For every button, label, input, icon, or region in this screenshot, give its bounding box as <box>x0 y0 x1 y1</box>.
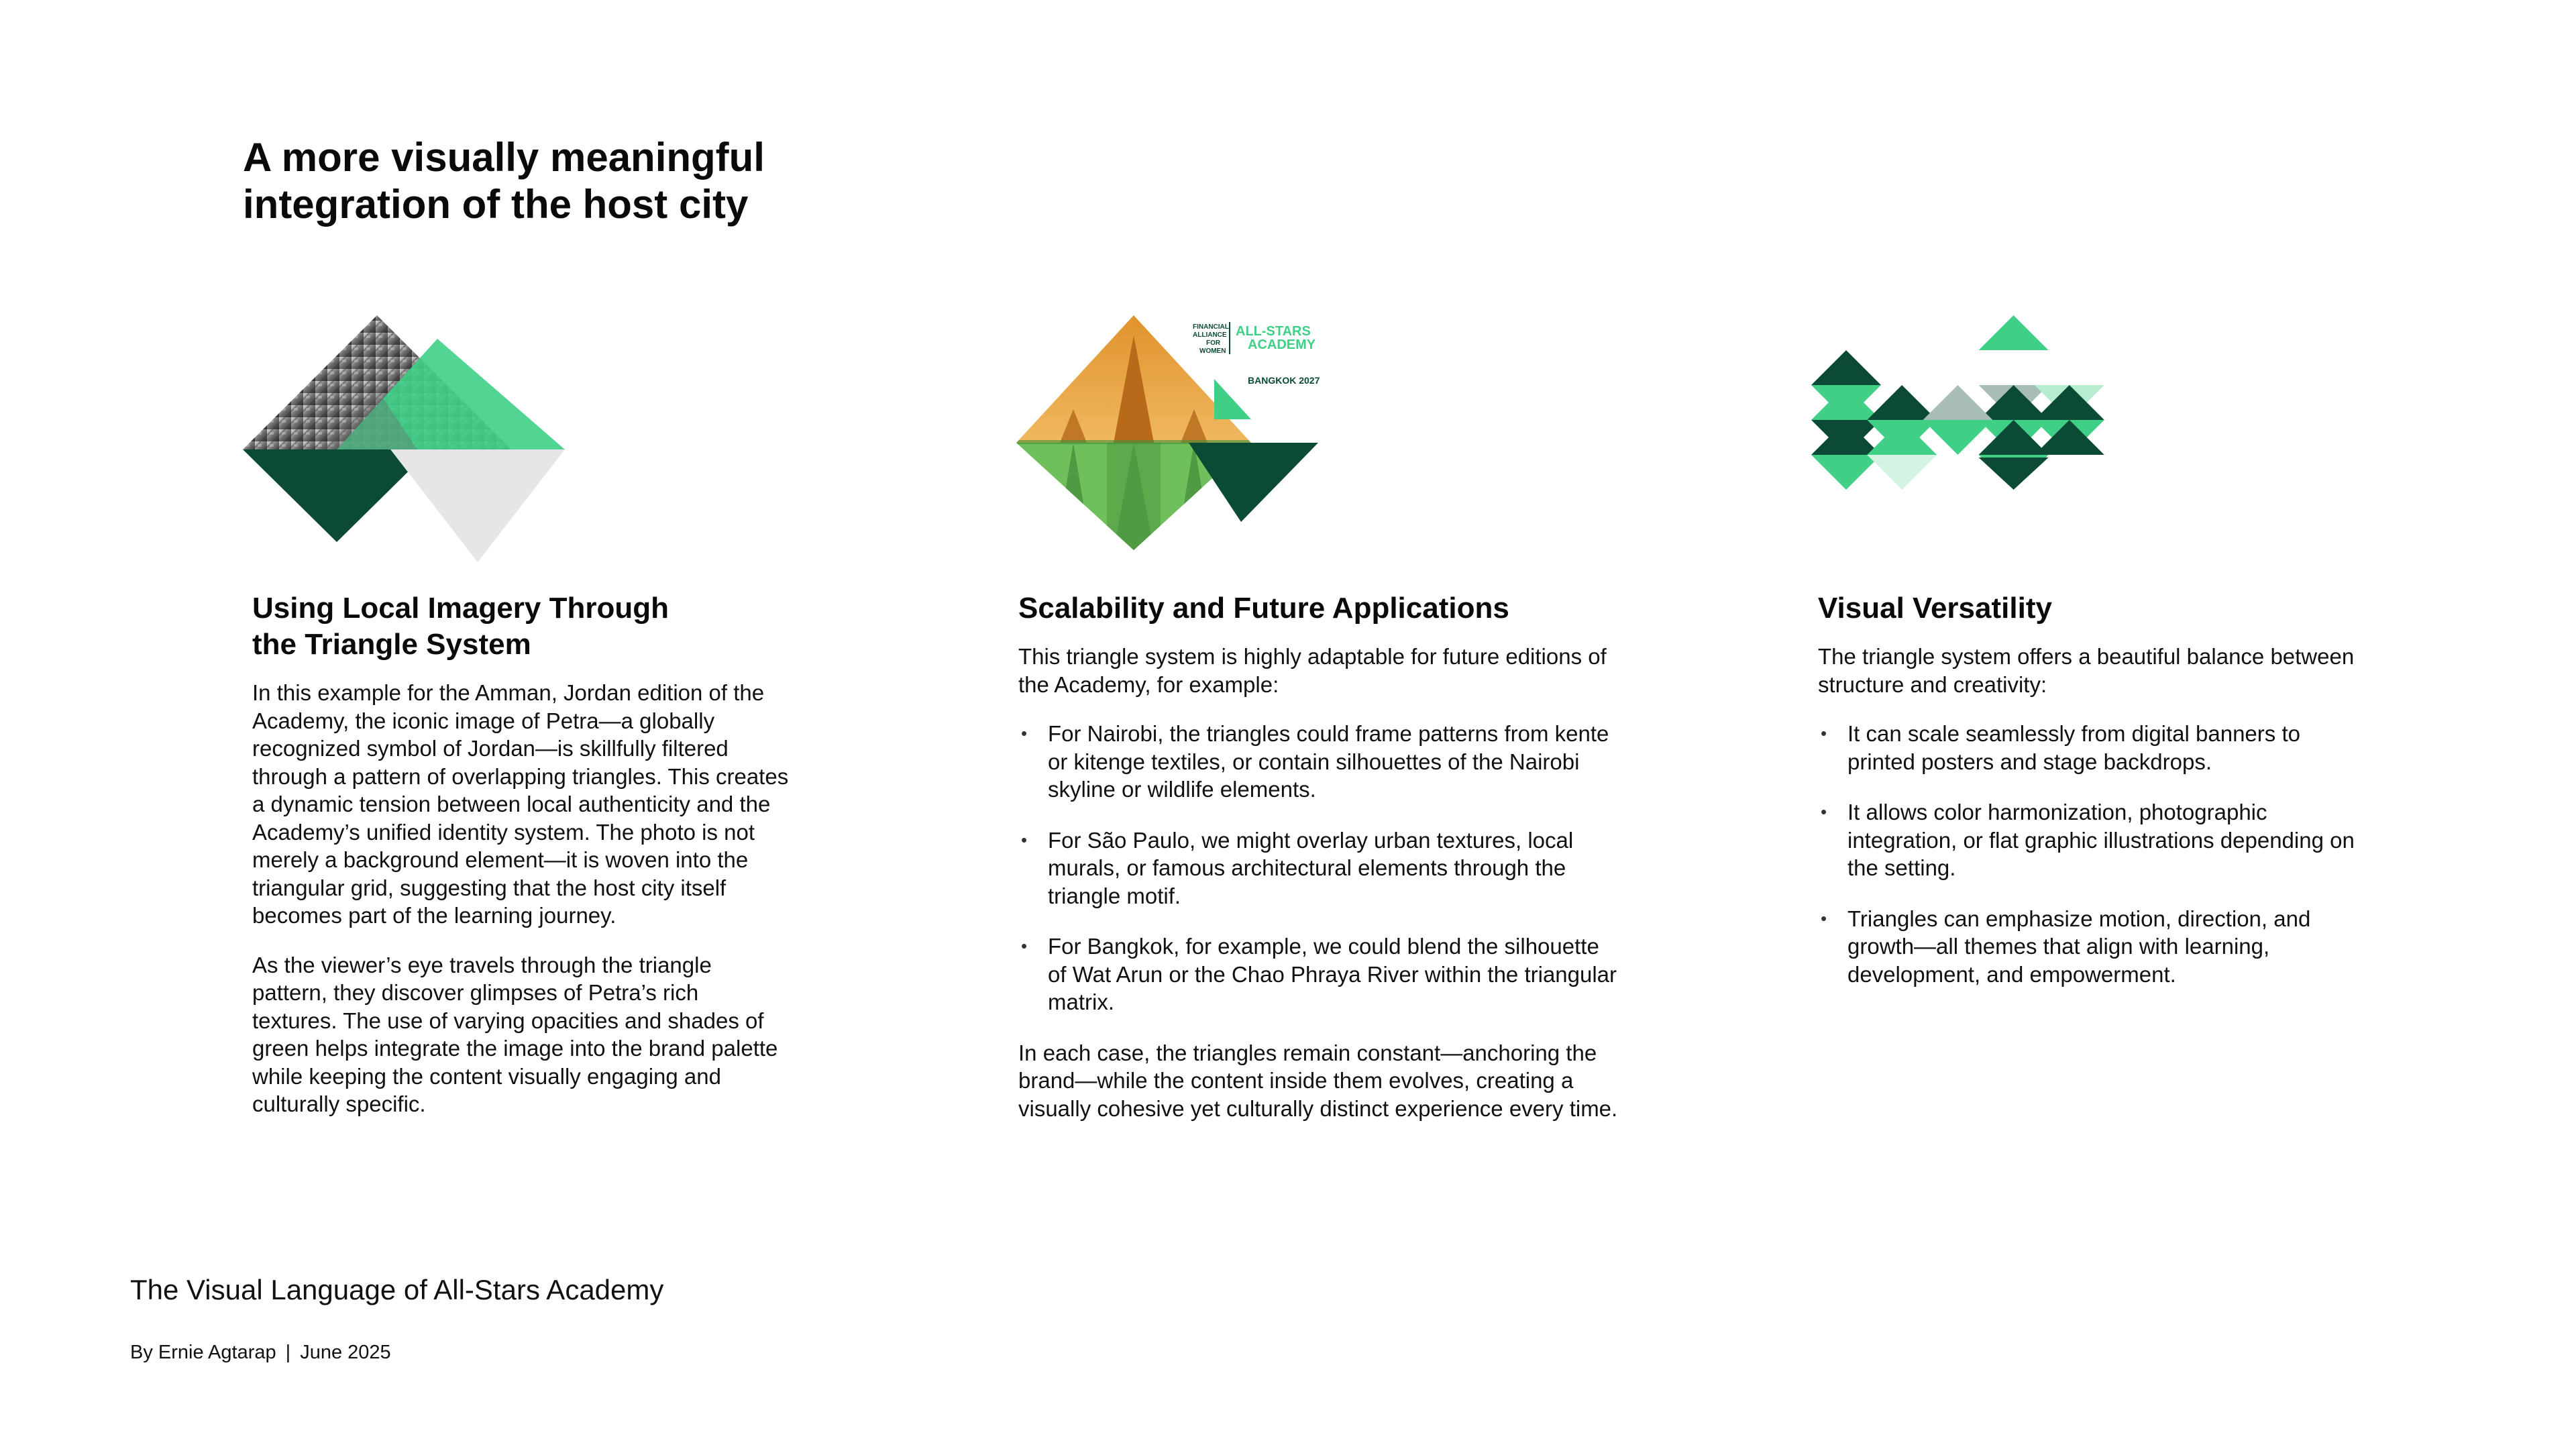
list-item: • For Nairobi, the triangles could frame patterns from kente or kitenge textiles, or contain silhouettes of the Nairobi skyline or wildlife elements. <box>1018 720 1622 804</box>
footer-title: The Visual Language of All-Stars Academy <box>130 1274 664 1305</box>
pattern-triangle <box>1979 458 2049 490</box>
list-item: • It can scale seamlessly from digital banners to printed posters and stage backdrops. <box>1818 720 2368 775</box>
all-stars-academy-logo <box>1193 322 1320 386</box>
section-heading <box>252 590 789 663</box>
section-heading: Visual Versatility <box>1818 592 2052 625</box>
pattern-triangle <box>1923 385 1992 420</box>
triangle-pattern-svg <box>1811 309 2133 564</box>
section-paragraph: As the viewer’s eye travels through the triangle pattern, they discover glimpses of Petra’s rich textures. The use of varying opacities and shades of green helps integrate the image into the brand palette while keeping the content visually engaging and culturally specific. <box>252 952 778 1116</box>
petra-triangle-illustration <box>243 309 565 564</box>
green-accent-triangle <box>1214 379 1251 419</box>
logo-right-line-1: ALL-STARS <box>1236 324 1311 339</box>
section-outro: In each case, the triangles remain constant—anchoring the brand—while the content inside them evolves, creating a visually cohesive yet culturally distinct experience every time. <box>1018 1040 1618 1121</box>
bullet-list <box>1018 720 1622 1016</box>
list-item: • It allows color harmonization, photographic integration, or flat graphic illustrations depending on the setting. <box>1818 798 2368 882</box>
pattern-triangle <box>1867 455 1937 490</box>
versatility-triangle-pattern <box>1811 309 2133 564</box>
section-scalability <box>1018 590 1622 1144</box>
logo-left-line-3: FOR <box>1206 339 1221 347</box>
footer-byline <box>130 1340 391 1364</box>
footer-author: By Ernie Agtarap <box>130 1342 276 1363</box>
logo-left-line-1: FINANCIAL <box>1193 323 1229 331</box>
pattern-triangle <box>1811 455 1881 490</box>
logo-divider <box>1229 322 1230 354</box>
pattern-triangle <box>1923 420 1992 455</box>
list-item: • For São Paulo, we might overlay urban textures, local murals, or famous architectural elements through the triangle motif. <box>1018 826 1622 910</box>
page-title-line-2: integration of the host city <box>243 182 749 227</box>
pattern-triangle <box>1979 315 2049 350</box>
logo-event: BANGKOK 2027 <box>1248 375 1320 386</box>
footer-date: June 2025 <box>300 1342 391 1363</box>
page-title-line-1: A more visually meaningful <box>243 135 765 180</box>
pattern-triangle <box>1811 350 1881 385</box>
section-heading-line-2: the Triangle System <box>252 628 531 661</box>
list-item: • For Bangkok, for example, we could blend the silhouette of Wat Arun or the Chao Phraya River within the triangular matrix. <box>1018 932 1622 1016</box>
page-title <box>243 134 1048 228</box>
section-intro: This triangle system is highly adaptable for future editions of the Academy, for example: <box>1018 644 1607 697</box>
logo-right-line-2: ACADEMY <box>1248 337 1316 352</box>
section-local-imagery <box>252 590 789 1140</box>
bangkok-triangle-illustration <box>1013 309 1362 564</box>
section-paragraph: In this example for the Amman, Jordan edition of the Academy, the iconic image of Petra—a globally recognized symbol of Jordan—is skillfully filtered through a pattern of overlapping triangles. This creates a dynamic tension between local authenticity and the Academy’s unified identity system. The photo is not merely a background element—it is woven into the triangular grid, suggesting that the host city itself becomes part of the learning journey. <box>252 680 789 928</box>
pattern-triangle <box>1867 385 1937 420</box>
bullet-list <box>1818 720 2368 988</box>
section-heading-line-1: Using Local Imagery Through <box>252 592 669 625</box>
light-grey-triangle <box>390 449 565 562</box>
footer-separator: | <box>285 1342 291 1363</box>
logo-left-line-4: WOMEN <box>1199 347 1226 355</box>
section-intro: The triangle system offers a beautiful balance between structure and creativity: <box>1818 644 2355 697</box>
dark-green-triangle <box>1189 443 1318 522</box>
section-heading: Scalability and Future Applications <box>1018 592 1509 625</box>
section-visual-versatility <box>1818 590 2368 1011</box>
logo-left-line-2: ALLIANCE <box>1193 331 1227 339</box>
list-item: • Triangles can emphasize motion, direction, and growth—all themes that align with learning, development, and empowerment. <box>1818 905 2368 989</box>
